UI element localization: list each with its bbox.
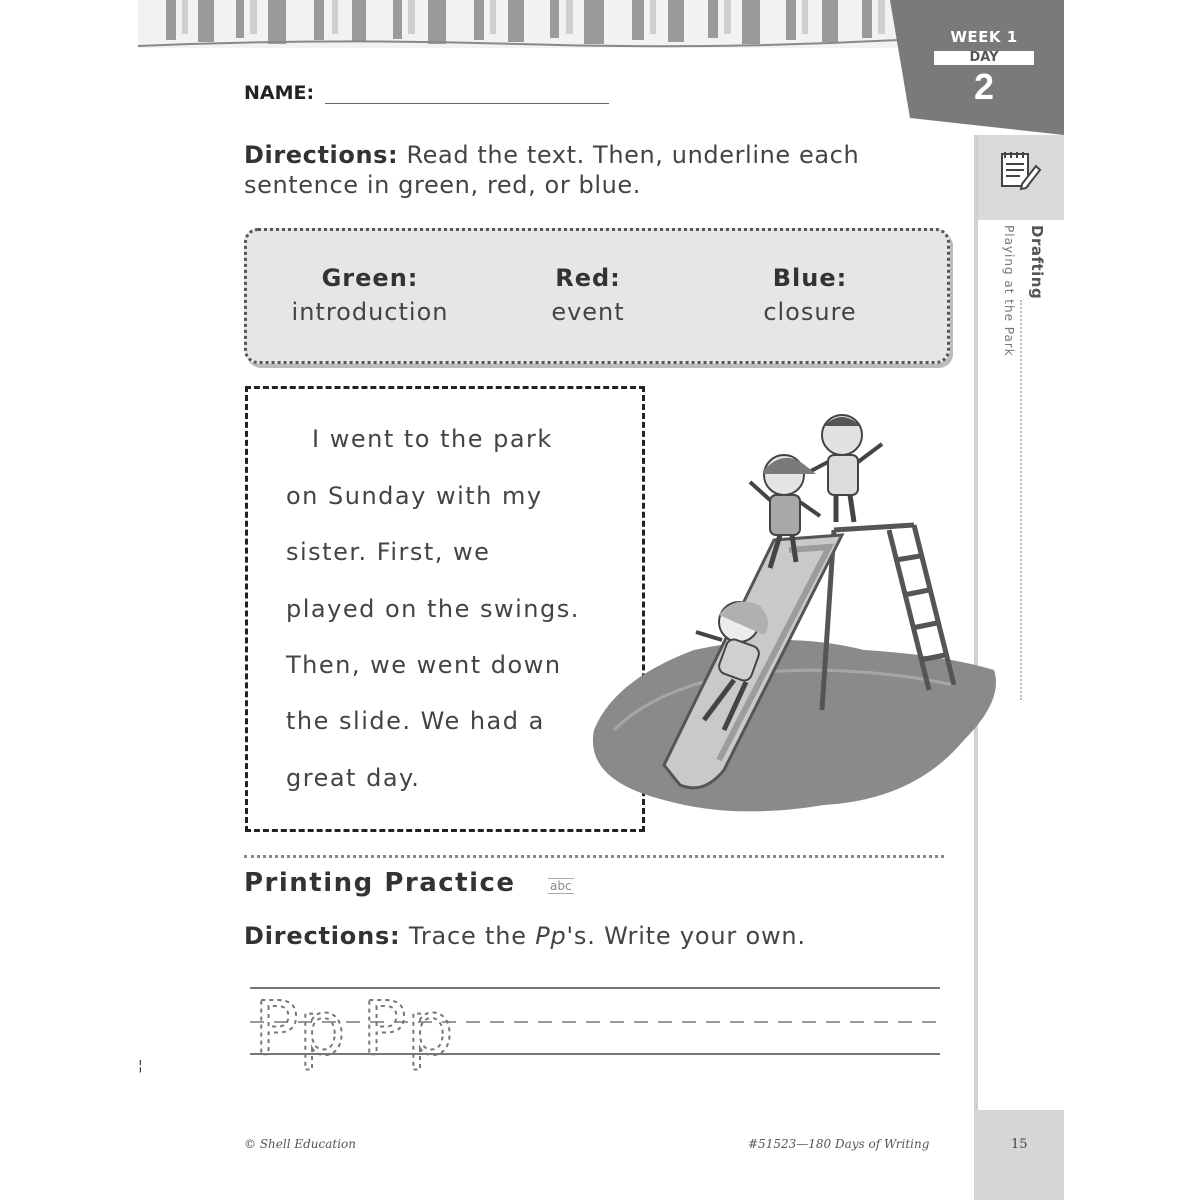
printing-directions	[244, 922, 806, 950]
directions-body: Read the text. Then, underline each sentence in green, red, or blue.	[244, 141, 860, 199]
legend-blue	[745, 261, 875, 329]
notebook-pencil-icon	[996, 148, 1042, 194]
name-write-line[interactable]	[325, 85, 609, 104]
legend-label: Green:	[321, 264, 419, 292]
legend-value: introduction	[291, 298, 449, 326]
legend-value: closure	[763, 298, 857, 326]
crop-mark: ¦	[138, 1058, 143, 1074]
legend-value: event	[551, 298, 625, 326]
section-subtitle: Playing at the Park	[1002, 225, 1016, 357]
directions-label: Directions:	[244, 141, 399, 169]
story-sentence-line: on Sunday with my	[286, 482, 543, 510]
day-number: 2	[973, 66, 995, 107]
page-number: 15	[1011, 1137, 1028, 1152]
printing-directions-pre: Trace the	[400, 922, 536, 950]
legend-red	[523, 261, 653, 329]
story-sentence-line: I went to the park	[312, 425, 553, 453]
story-sentence-line: Then, we went down	[286, 651, 562, 679]
handwriting-practice-lines[interactable]	[250, 982, 940, 1072]
footer-book-title: #51523—180 Days of Writing	[748, 1137, 930, 1151]
legend-label: Red:	[555, 264, 621, 292]
printing-directions-post: 's. Write your own.	[566, 922, 806, 950]
day-label: DAY	[934, 51, 1034, 65]
page-number-tab	[974, 1110, 1064, 1200]
name-field	[244, 82, 609, 104]
traced-letters-2: Pp	[362, 986, 454, 1072]
story-sentence-line: sister. First, we	[286, 538, 491, 566]
footer-publisher: © Shell Education	[244, 1137, 357, 1151]
directions-text	[244, 140, 884, 200]
worksheet-page	[138, 0, 1064, 1200]
abc-icon: abc	[550, 879, 572, 893]
legend-label: Blue:	[772, 264, 848, 292]
legend-green	[285, 261, 455, 329]
tree-header-illustration	[138, 0, 898, 48]
side-dotted-rule	[1020, 300, 1022, 700]
story-sentence-line: played on the swings.	[286, 595, 580, 623]
color-legend-box	[244, 228, 950, 364]
story-sentence-line: great day.	[286, 764, 421, 792]
name-label: NAME:	[244, 82, 315, 104]
traced-letters-1: Pp	[254, 986, 346, 1072]
story-sentence-line: the slide. We had a	[286, 707, 545, 735]
week-label: WEEK 1	[950, 28, 1018, 46]
printing-directions-label: Directions:	[244, 922, 401, 950]
printing-directions-letters: Pp	[535, 922, 567, 950]
week-day-badge	[914, 28, 1054, 109]
section-divider	[244, 855, 944, 858]
playground-slide-illustration	[584, 400, 1004, 830]
section-title: Drafting	[1028, 225, 1046, 300]
printing-practice-title: Printing Practice	[244, 868, 516, 898]
